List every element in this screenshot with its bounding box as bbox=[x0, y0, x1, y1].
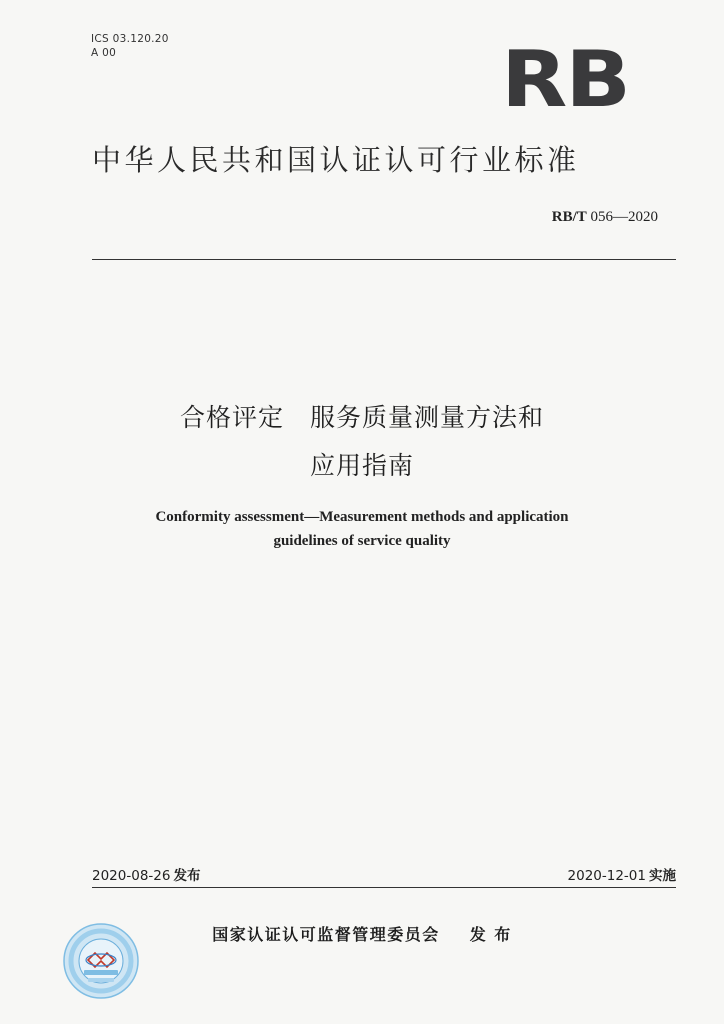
top-divider bbox=[92, 259, 676, 260]
standard-code-prefix: RB/T bbox=[551, 209, 587, 225]
implement-date-block bbox=[568, 864, 676, 884]
chinese-title-part-1: 合格评定 bbox=[179, 403, 284, 432]
standard-code-number: 056—2020 bbox=[590, 209, 658, 225]
issue-label: 发布 bbox=[173, 868, 201, 884]
implement-date: 2020-12-01 bbox=[567, 868, 646, 884]
issuer-action: 发 布 bbox=[469, 925, 512, 944]
chinese-title-part-2: 服务质量测量方法和 bbox=[310, 403, 545, 432]
standard-category-title: 中华人民共和国认证认可行业标准 bbox=[92, 143, 580, 177]
ccs-code: A 00 bbox=[91, 47, 117, 59]
english-title-line-1: Conformity assessment—Measurement methods and application bbox=[155, 509, 569, 525]
rb-logo-text: RB bbox=[501, 35, 629, 126]
issuer-name: 国家认证认可监督管理委员会 bbox=[212, 925, 440, 944]
chinese-title bbox=[0, 394, 724, 490]
anti-counterfeit-seal-icon bbox=[62, 922, 140, 1000]
english-title-line-2: guidelines of service quality bbox=[273, 533, 451, 549]
english-title bbox=[0, 505, 724, 553]
issue-date-block bbox=[92, 864, 200, 884]
rb-logo bbox=[494, 35, 636, 126]
chinese-title-line-2: 应用指南 bbox=[309, 451, 414, 480]
classification-codes bbox=[91, 32, 169, 60]
issue-date: 2020-08-26 bbox=[92, 868, 171, 884]
chinese-title-line-1 bbox=[0, 394, 724, 442]
standard-code bbox=[552, 209, 658, 226]
bottom-divider bbox=[92, 887, 676, 888]
ics-code: ICS 03.120.20 bbox=[91, 33, 169, 45]
implement-label: 实施 bbox=[649, 868, 676, 884]
